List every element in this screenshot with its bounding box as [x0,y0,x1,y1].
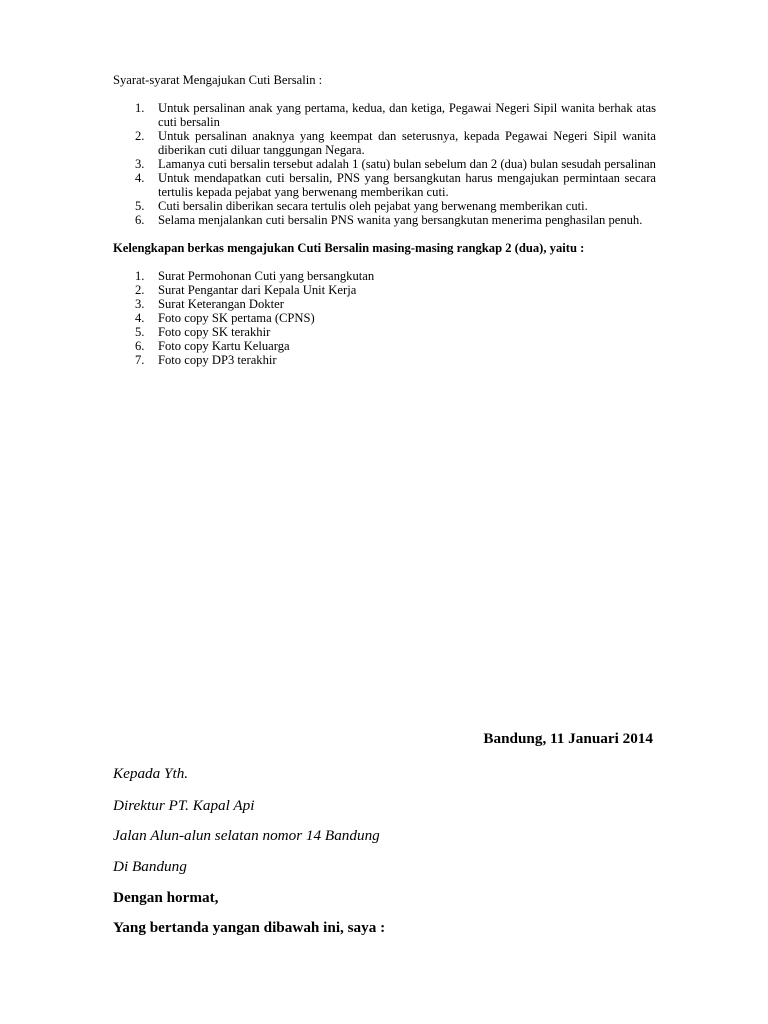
letter-date: Bandung, 11 Januari 2014 [483,730,653,747]
list-item [113,129,656,157]
list-item-number: 1. [135,101,145,115]
requirements-list [113,101,656,227]
documents-heading: Kelengkapan berkas mengajukan Cuti Bersalin masing-masing rangkap 2 (dua), yaitu : [113,241,585,255]
list-item-text: Foto copy SK terakhir [158,325,271,339]
requirements-section [113,73,656,367]
list-item-number: 6. [135,339,145,353]
list-item [113,213,656,227]
list-item-text: Untuk persalinan anaknya yang keempat dan seterusnya, kepada Pegawai Negeri Sipil wanita diberikan cuti diluar tanggungan Negara. [158,129,656,157]
list-item [113,171,656,199]
list-item-number: 5. [135,325,145,339]
recipient-title: Direktur PT. Kapal Api [113,797,255,814]
list-item [113,353,656,367]
list-item [113,339,656,353]
list-item-number: 1. [135,269,145,283]
list-item-text: Untuk persalinan anak yang pertama, kedua, dan ketiga, Pegawai Negeri Sipil wanita berhak atas cuti bersalin [158,101,656,129]
recipient-city: Di Bandung [113,858,187,875]
list-item [113,311,656,325]
list-item [113,101,656,129]
list-item-text: Surat Permohonan Cuti yang bersangkutan [158,269,375,283]
list-item-text: Selama menjalankan cuti bersalin PNS wanita yang bersangkutan menerima penghasilan penuh. [158,213,643,227]
list-item-text: Cuti bersalin diberikan secara tertulis oleh pejabat yang berwenang memberikan cuti. [158,199,588,213]
list-item-number: 3. [135,157,145,171]
list-item-number: 2. [135,129,145,143]
list-item-text: Surat Pengantar dari Kepala Unit Kerja [158,283,357,297]
letter-section [113,730,653,936]
intro-line: Yang bertanda yangan dibawah ini, saya : [113,919,386,936]
documents-list [113,269,656,367]
list-item [113,269,656,283]
list-item-text: Lamanya cuti bersalin tersebut adalah 1 (satu) bulan sebelum dan 2 (dua) bulan sesudah persalinan [158,157,656,171]
list-item [113,325,656,339]
list-item-text: Foto copy Kartu Keluarga [158,339,290,353]
list-item-number: 3. [135,297,145,311]
list-item [113,283,656,297]
list-item-text: Foto copy DP3 terakhir [158,353,277,367]
recipient-salutation: Kepada Yth. [113,765,189,782]
list-item [113,157,656,171]
list-item [113,199,656,213]
list-item-number: 4. [135,311,145,325]
list-item-number: 5. [135,199,145,213]
list-item-text: Foto copy SK pertama (CPNS) [158,311,315,325]
list-item [113,297,656,311]
list-item-number: 7. [135,353,145,367]
list-item-number: 2. [135,283,145,297]
greeting: Dengan hormat, [113,889,219,906]
list-item-number: 4. [135,171,145,185]
list-item-text: Untuk mendapatkan cuti bersalin, PNS yang bersangkutan harus mengajukan permintaan secara tertulis kepada pejabat yang berwenang memberikan cuti. [158,171,656,199]
list-item-number: 6. [135,213,145,227]
requirements-heading: Syarat-syarat Mengajukan Cuti Bersalin : [113,73,323,87]
list-item-text: Surat Keterangan Dokter [158,297,284,311]
recipient-address: Jalan Alun-alun selatan nomor 14 Bandung [113,827,380,844]
